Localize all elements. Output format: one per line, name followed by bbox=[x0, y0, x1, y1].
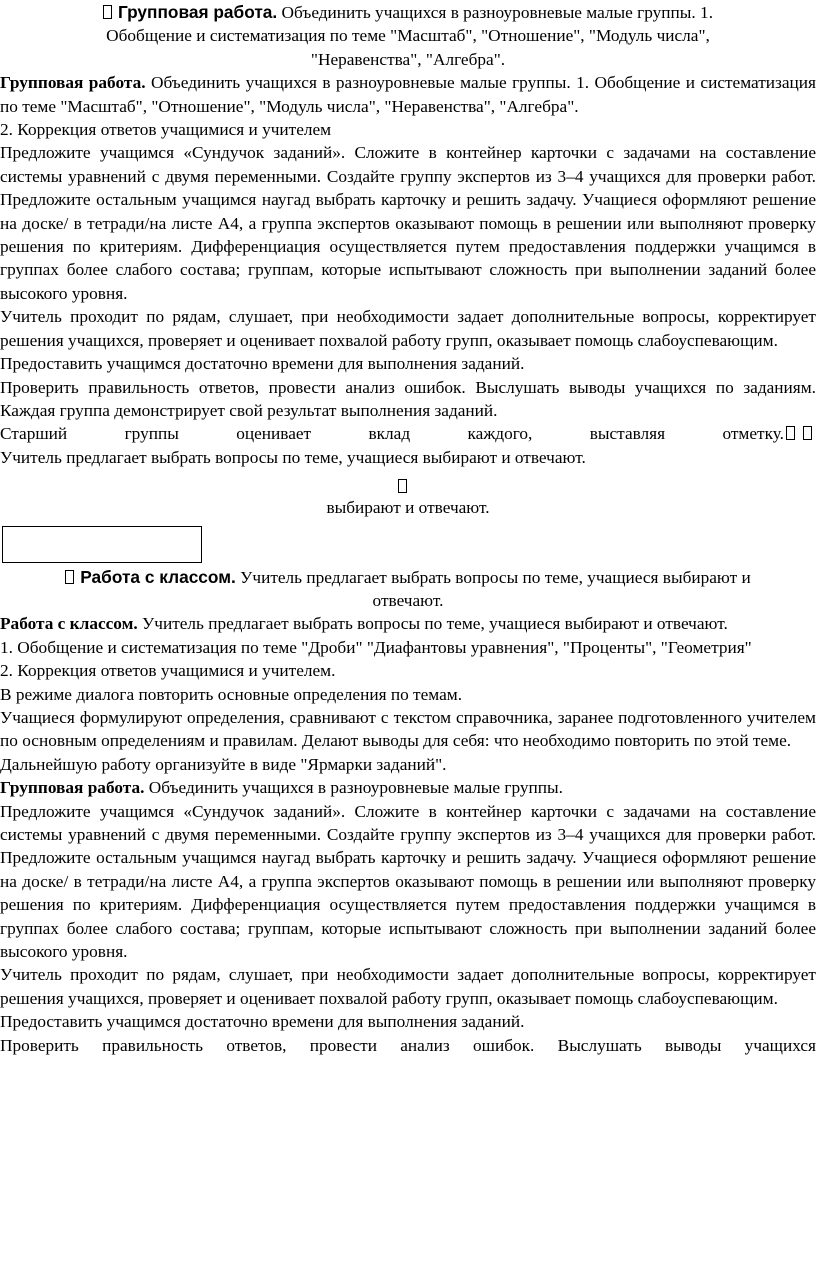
task-chest-paragraph: Предложите учащимся «Сундучок заданий». Сложите в контейнер карточки с задачами на составление системы уравнений с двумя переменными. Создайте группу экспертов из 3–4 учащихся для проверки работ. Предложите остальным учащимся наугад выбрать карточку и решить задачу. Учащиеся оформляют решение на доске/ в тетради/на листе А4, а группа экспертов оказывают помощь в решении или выполняют проверку решения по критериям. Дифференциация осуществляется путем предоставления поддержки учащимся в группах более слабого состава; группам, которые испытывают сложность при выполнении заданий более высокого уровня. bbox=[0, 143, 816, 303]
group-work-heading: Групповая работа. bbox=[117, 2, 278, 22]
dialog-line: В режиме диалога повторить основные определения по темам. bbox=[0, 684, 463, 704]
senior-word: отметку. bbox=[722, 424, 784, 444]
check-answers-paragraph: Проверить правильность ответов, провести анализ ошибок. Выслушать выводы учащихся по заданиям. Каждая группа демонстрирует свой результат выполнения заданий. bbox=[0, 377, 816, 420]
teacher-offers-line: Учитель предлагает выбрать вопросы по теме, учащиеся выбирают и отвечают. bbox=[0, 447, 586, 467]
empty-frame-box bbox=[2, 526, 202, 563]
fair-line: Дальнейшую работу организуйте в виде "Ярмарки заданий". bbox=[0, 754, 447, 774]
senior-word: Старший bbox=[0, 424, 68, 444]
senior-word: каждого, bbox=[467, 424, 533, 444]
group-work-paragraph-3 bbox=[0, 776, 816, 799]
group-work-topics-line: Обобщение и систематизация по теме "Масштаб", "Отношение", "Модуль числа", bbox=[106, 26, 710, 46]
group-work-heading-2: Групповая работа. bbox=[0, 73, 146, 93]
missing-glyph-icon bbox=[398, 479, 407, 493]
group-work-paragraph bbox=[0, 71, 816, 118]
formulate-paragraph: Учащиеся формулируют определения, сравнивают с текстом справочника, заранее подготовленного учителем по основным определениям и правилам. Делают выводы для себя: что необходимо повторить по этой теме. bbox=[0, 707, 816, 751]
time-line-2: Предоставить учащимся достаточно времени для выполнения заданий. bbox=[0, 1012, 525, 1032]
check-answers-line-2: Проверить правильность ответов, провести анализ ошибок. Выслушать выводы учащихся bbox=[0, 1035, 816, 1055]
senior-word: группы bbox=[124, 424, 179, 444]
group-work-centered-paragraph bbox=[0, 0, 816, 71]
group-work-topics-end: "Неравенства", "Алгебра". bbox=[310, 49, 506, 69]
class-work-heading: Работа с классом. bbox=[80, 566, 236, 587]
class-work-paragraph bbox=[0, 612, 816, 635]
teacher-rounds-paragraph: Учитель проходит по рядам, слушает, при необходимости задает дополнительные вопросы, корректирует решения учащихся, проверяет и оценивает похвалой работу групп, оказывает помощь слабоуспевающим. bbox=[0, 307, 816, 350]
senior-mark-group bbox=[722, 422, 816, 445]
class-work-intro: Учитель предлагает выбрать вопросы по теме, учащиеся выбирают и bbox=[235, 567, 751, 587]
teacher-rounds-paragraph-2: Учитель проходит по рядам, слушает, при необходимости задает дополнительные вопросы, корректирует решения учащихся, проверяет и оценивает похвалой работу групп, оказывает помощь слабоуспевающим. bbox=[0, 965, 816, 1008]
missing-glyph-icon bbox=[803, 426, 812, 440]
correction-line-2: 2. Коррекция ответов учащимися и учителем. bbox=[0, 661, 336, 681]
generalize-line: 1. Обобщение и систематизация по теме "Дроби" "Диафантовы уравнения", "Проценты", "Геометрия" bbox=[0, 637, 752, 657]
class-work-text-2: Учитель предлагает выбрать вопросы по теме, учащиеся выбирают и отвечают. bbox=[137, 614, 728, 634]
task-chest-paragraph-2: Предложите учащимся «Сундучок заданий». Сложите в контейнер карточки с задачами на составление системы уравнений с двумя переменными. Создайте группу экспертов из 3–4 учащихся для проверки работ. Предложите остальным учащимся наугад выбрать карточку и решить задачу. Учащиеся оформляют решение на доске/ в тетради/на листе А4, а группа экспертов оказывают помощь в решении или выполняют проверку решения по критериям. Дифференциация осуществляется путем предоставления поддержки учащимся в группах более слабого состава; группам, которые испытывают сложность при выполнении заданий более высокого уровня. bbox=[0, 801, 816, 962]
senior-word: оценивает bbox=[236, 424, 312, 444]
missing-glyph-icon bbox=[103, 5, 112, 19]
missing-glyph-icon bbox=[786, 426, 795, 440]
time-line: Предоставить учащимся достаточно времени для выполнения заданий. bbox=[0, 354, 525, 374]
senior-line bbox=[0, 422, 816, 445]
group-work-text-2: Объединить учащихся в разноуровневые малые группы. 1. Обобщение и систематизация по теме "Масштаб", "Отношение", "Модуль числа", "Неравенства", "Алгебра". bbox=[0, 73, 816, 116]
senior-word: вклад bbox=[368, 424, 411, 444]
group-work-heading-3: Групповая работа. bbox=[0, 778, 145, 798]
group-work-text-3: Объединить учащихся в разноуровневые малые группы. bbox=[144, 778, 563, 798]
missing-glyph-icon bbox=[65, 570, 74, 584]
class-work-end: отвечают. bbox=[372, 590, 444, 610]
senior-word: выставляя bbox=[589, 424, 666, 444]
choose-answer-line: выбирают и отвечают. bbox=[326, 498, 490, 518]
correction-line: 2. Коррекция ответов учащимися и учителем bbox=[0, 120, 332, 140]
class-work-heading-2: Работа с классом. bbox=[0, 614, 138, 634]
class-work-centered-paragraph bbox=[0, 566, 816, 613]
group-work-intro: Объединить учащихся в разноуровневые малые группы. 1. bbox=[277, 3, 714, 22]
